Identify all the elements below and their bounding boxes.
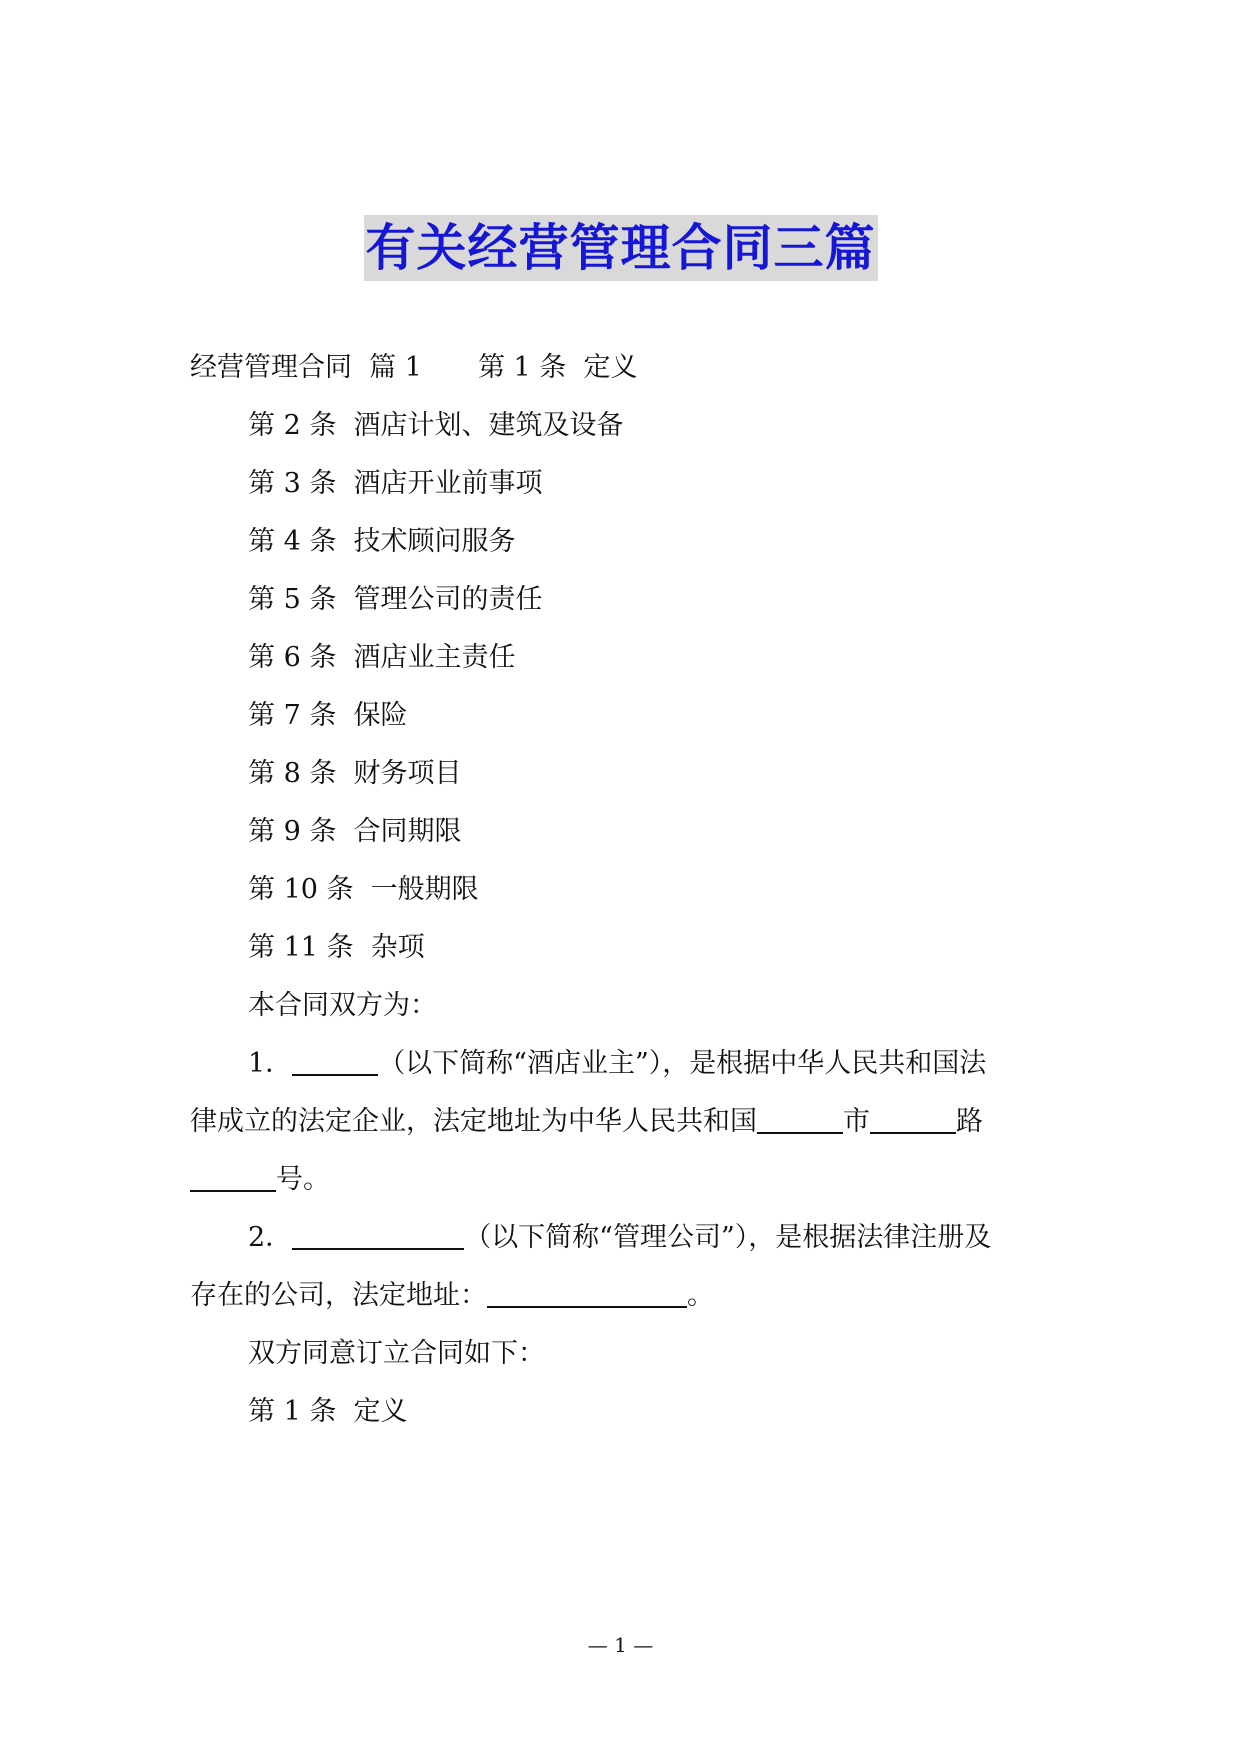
toc-article-6: 第 6 条 酒店业主责任 [248, 642, 516, 673]
party2-number: 2． [248, 1222, 293, 1253]
toc-article-7: 第 7 条 保险 [248, 700, 408, 731]
party2-text2: 存在的公司，法定地址： [190, 1280, 487, 1311]
company-name-blank[interactable] [292, 1218, 464, 1250]
party1-number: 1． [248, 1048, 293, 1079]
party1-line3 [190, 1160, 330, 1200]
title-container [0, 215, 1241, 281]
toc-article-11: 第 11 条 杂项 [248, 932, 425, 963]
toc-article-8: 第 8 条 财务项目 [248, 758, 462, 789]
owner-name-blank[interactable] [292, 1044, 378, 1076]
contract-label: 经营管理合同 篇 1 [190, 352, 422, 383]
toc-article-4: 第 4 条 技术顾问服务 [248, 526, 516, 557]
toc-article-1: 第 1 条 定义 [477, 352, 638, 383]
party1-text1: （以下简称“酒店业主”），是根据中华人民共和国法 [378, 1048, 987, 1079]
toc-intro-line [190, 348, 637, 388]
agreement-statement: 双方同意订立合同如下： [248, 1338, 545, 1369]
party1-line2 [190, 1102, 983, 1142]
road-blank[interactable] [870, 1102, 956, 1134]
document-title: 有关经营管理合同三篇 [364, 215, 878, 281]
parties-intro: 本合同双方为： [248, 990, 437, 1021]
toc-article-9: 第 9 条 合同期限 [248, 816, 462, 847]
party2-text1: （以下简称“管理公司”），是根据法律注册及 [464, 1222, 992, 1253]
company-address-blank[interactable] [487, 1276, 687, 1308]
toc-article-2: 第 2 条 酒店计划、建筑及设备 [248, 410, 624, 441]
article-1-heading: 第 1 条 定义 [248, 1396, 408, 1427]
house-number-blank[interactable] [190, 1160, 276, 1192]
party1-text2: 律成立的法定企业，法定地址为中华人民共和国 [190, 1106, 757, 1137]
page-number: — 1 — [587, 1633, 654, 1657]
toc-article-3: 第 3 条 酒店开业前事项 [248, 468, 543, 499]
toc-article-5: 第 5 条 管理公司的责任 [248, 584, 543, 615]
toc-article-10: 第 10 条 一般期限 [248, 874, 479, 905]
party2-line2 [190, 1276, 714, 1316]
party2-end: 。 [687, 1280, 714, 1311]
party1-line1 [248, 1044, 986, 1084]
city-blank[interactable] [757, 1102, 843, 1134]
number-suffix: 号。 [276, 1164, 330, 1195]
party2-line1 [248, 1218, 991, 1258]
city-label: 市 [843, 1106, 870, 1137]
road-label: 路 [956, 1106, 983, 1137]
